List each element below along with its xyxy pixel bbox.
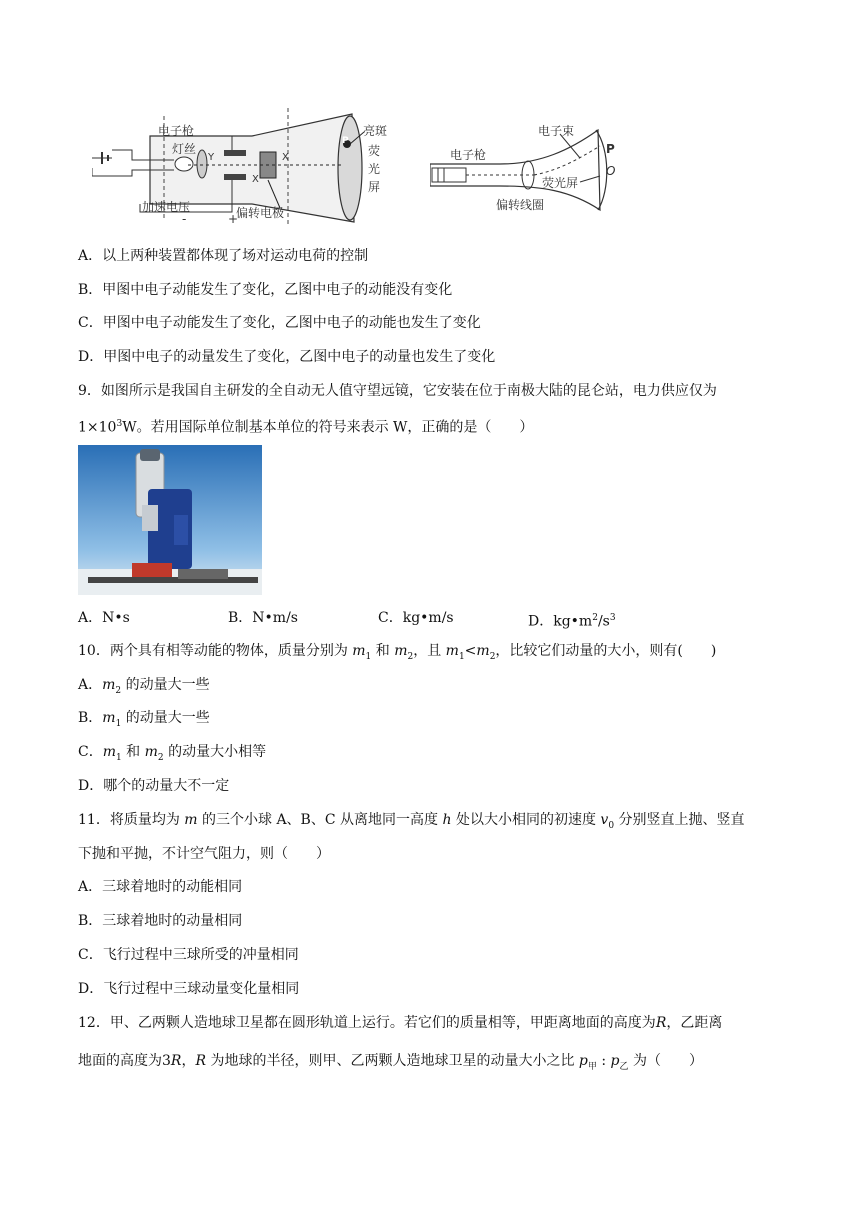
q11-v-sub: 0 bbox=[608, 820, 615, 831]
label-deflect-plate: 偏转电极 bbox=[236, 206, 285, 220]
label-p: P bbox=[342, 136, 349, 146]
label-bright-spot: 亮斑 bbox=[363, 124, 388, 138]
q11-stem-line2: 下抛和平抛，不计空气阻力，则（ ） bbox=[78, 846, 330, 862]
q8-option-d: D．甲图中电子的动量发生了变化，乙图中电子的动量也发生了变化 bbox=[78, 349, 496, 365]
q12-d: ， bbox=[181, 1053, 196, 1069]
label-p-b: P bbox=[606, 142, 615, 156]
q10-option-d: D．哪个的动量大不一定 bbox=[78, 778, 230, 794]
telescope-image bbox=[78, 445, 262, 595]
q10-opt-c-post: 的动量大小相等 bbox=[163, 744, 267, 760]
crt-deflection-coil-figure bbox=[430, 120, 630, 220]
q10-opt-c-m2: m bbox=[144, 744, 158, 760]
label-x-prime: X' bbox=[252, 174, 262, 185]
q11-option-d: D．飞行过程中三球动量变化量相同 bbox=[78, 981, 300, 997]
q12-p1: p bbox=[578, 1053, 588, 1069]
label-beam: 电子束 bbox=[538, 124, 575, 138]
label-x: X bbox=[282, 152, 289, 163]
q11-option-a: A．三球着地时的动能相同 bbox=[78, 879, 243, 895]
q10-opt-a-m: m bbox=[102, 677, 116, 693]
q11-b: 的三个小球 A、B、C 从离地同一高度 bbox=[197, 812, 443, 828]
q10-option-a bbox=[78, 675, 210, 701]
q8-option-a: A．以上两种装置都体现了场对运动电荷的控制 bbox=[78, 248, 369, 264]
q10-stem bbox=[78, 641, 716, 667]
q10-sub2: 2 bbox=[407, 651, 414, 662]
q9-power-base: 1×10 bbox=[78, 419, 117, 436]
q11-option-c: C．飞行过程中三球所受的冲量相同 bbox=[78, 947, 299, 963]
label-accel-voltage: 加速电压 bbox=[142, 200, 191, 214]
label-coil: 偏转线圈 bbox=[496, 198, 545, 212]
q9-opt-d-base: D．kg•m bbox=[528, 613, 593, 630]
q10-qie: ，且 bbox=[413, 643, 446, 659]
q9-option-c: C．kg•m/s bbox=[378, 610, 454, 626]
q11-v: v bbox=[600, 812, 609, 828]
q10-m: m bbox=[352, 643, 366, 659]
q10-lt: < bbox=[464, 643, 477, 659]
q11-d: 分别竖直上抛、竖直 bbox=[614, 812, 745, 828]
q12-stem-line1 bbox=[78, 1013, 722, 1033]
q10-opt-c-sub1: 1 bbox=[116, 752, 122, 763]
label-y: Y bbox=[208, 152, 215, 163]
label-screen-b: 荧光屏 bbox=[542, 176, 579, 190]
q10-sub4: 2 bbox=[489, 651, 496, 662]
q10-m4: m bbox=[476, 643, 490, 659]
label-screen-3: 屏 bbox=[368, 180, 381, 194]
q8-option-c: C．甲图中电子动能发生了变化，乙图中电子的动能也发生了变化 bbox=[78, 315, 481, 331]
q12-a: 12．甲、乙两颗人造地球卫星都在圆形轨道上运行。若它们的质量相等，甲距离地面的高度为 bbox=[78, 1015, 656, 1031]
q9-stem-rest: W。若用国际单位制基本单位的符号来表示 W，正确的是（ ） bbox=[122, 419, 534, 436]
q9-opt-d-mid: /s bbox=[597, 613, 610, 630]
q11-m: m bbox=[184, 812, 198, 828]
label-filament: 灯丝 bbox=[172, 142, 197, 156]
label-gun-b: 电子枪 bbox=[450, 148, 487, 162]
q10-m2: m bbox=[394, 643, 408, 659]
label-screen-1: 荧 bbox=[368, 144, 381, 158]
q10-opt-b-sub: 1 bbox=[115, 718, 122, 729]
q10-sub1: 1 bbox=[365, 651, 372, 662]
q10-opt-b-m: m bbox=[102, 710, 116, 726]
q10-opt-b-pre: B． bbox=[78, 710, 103, 726]
q10-opt-a-sub: 2 bbox=[115, 685, 122, 696]
q10-opt-c-and: 和 bbox=[121, 744, 145, 760]
q9-option-a: A．N•s bbox=[78, 610, 130, 626]
q9-option-b: B．N•m/s bbox=[228, 610, 298, 626]
q12-r3: R bbox=[195, 1053, 207, 1069]
q9-option-d bbox=[528, 608, 616, 632]
q9-opt-d-exp2: 3 bbox=[609, 613, 616, 623]
q11-c: 处以大小相同的初速度 bbox=[451, 812, 601, 828]
q12-e: 为地球的半径，则甲、乙两颗人造地球卫星的动量大小之比 bbox=[206, 1053, 579, 1069]
q12-sub-yi: 乙 bbox=[619, 1061, 629, 1072]
q10-m3: m bbox=[445, 643, 459, 659]
q12-sub-jia: 甲 bbox=[587, 1061, 597, 1072]
q12-end: 为（ ） bbox=[628, 1053, 703, 1069]
q10-and: 和 bbox=[371, 643, 395, 659]
label-gun: 电子枪 bbox=[158, 124, 195, 138]
q10-stem-a: 10．两个具有相等动能的物体，质量分别为 bbox=[78, 643, 353, 659]
q12-c: 地面的高度为3 bbox=[78, 1053, 171, 1069]
q11-h: h bbox=[442, 812, 452, 828]
q12-stem-line2 bbox=[78, 1051, 703, 1077]
q12-p2: p bbox=[610, 1053, 620, 1069]
label-minus: - bbox=[182, 212, 187, 226]
q10-option-b bbox=[78, 708, 210, 734]
q10-stem-end: ，比较它们动量的大小，则有( ) bbox=[495, 643, 717, 659]
q9-stem-line1: 9．如图所示是我国自主研发的全自动无人值守望远镜，它安装在位于南极大陆的昆仑站，电力供应仅为 bbox=[78, 383, 717, 399]
q11-stem-line1 bbox=[78, 810, 745, 836]
telescope-photo bbox=[78, 445, 262, 595]
label-o-b: O bbox=[606, 164, 616, 178]
q10-option-c bbox=[78, 742, 266, 768]
label-screen-2: 光 bbox=[368, 162, 381, 176]
q9-power-exp: 3 bbox=[116, 419, 123, 429]
q8-option-b: B．甲图中电子动能发生了变化，乙图中电子的动能没有变化 bbox=[78, 282, 453, 298]
q10-opt-c-pre: C． bbox=[78, 744, 103, 760]
q10-opt-a-post: 的动量大一些 bbox=[121, 677, 210, 693]
crt-deflection-plate-figure bbox=[92, 108, 422, 228]
q12-r2: R bbox=[170, 1053, 182, 1069]
q9-opt-d-exp1: 2 bbox=[592, 613, 598, 623]
q10-opt-b-post: 的动量大一些 bbox=[121, 710, 210, 726]
q10-opt-c-sub2: 2 bbox=[157, 752, 164, 763]
q9-stem-line2 bbox=[78, 414, 533, 438]
q11-option-b: B．三球着地时的动量相同 bbox=[78, 913, 243, 929]
label-plus: + bbox=[228, 212, 239, 226]
q12-colon: : bbox=[596, 1053, 611, 1069]
q10-opt-c-m1: m bbox=[102, 744, 116, 760]
q12-b: ，乙距离 bbox=[666, 1015, 723, 1031]
q10-opt-a-pre: A． bbox=[78, 677, 103, 693]
q11-a: 11．将质量均为 bbox=[78, 812, 185, 828]
q10-sub3: 1 bbox=[458, 651, 465, 662]
q12-r1: R bbox=[655, 1015, 667, 1031]
